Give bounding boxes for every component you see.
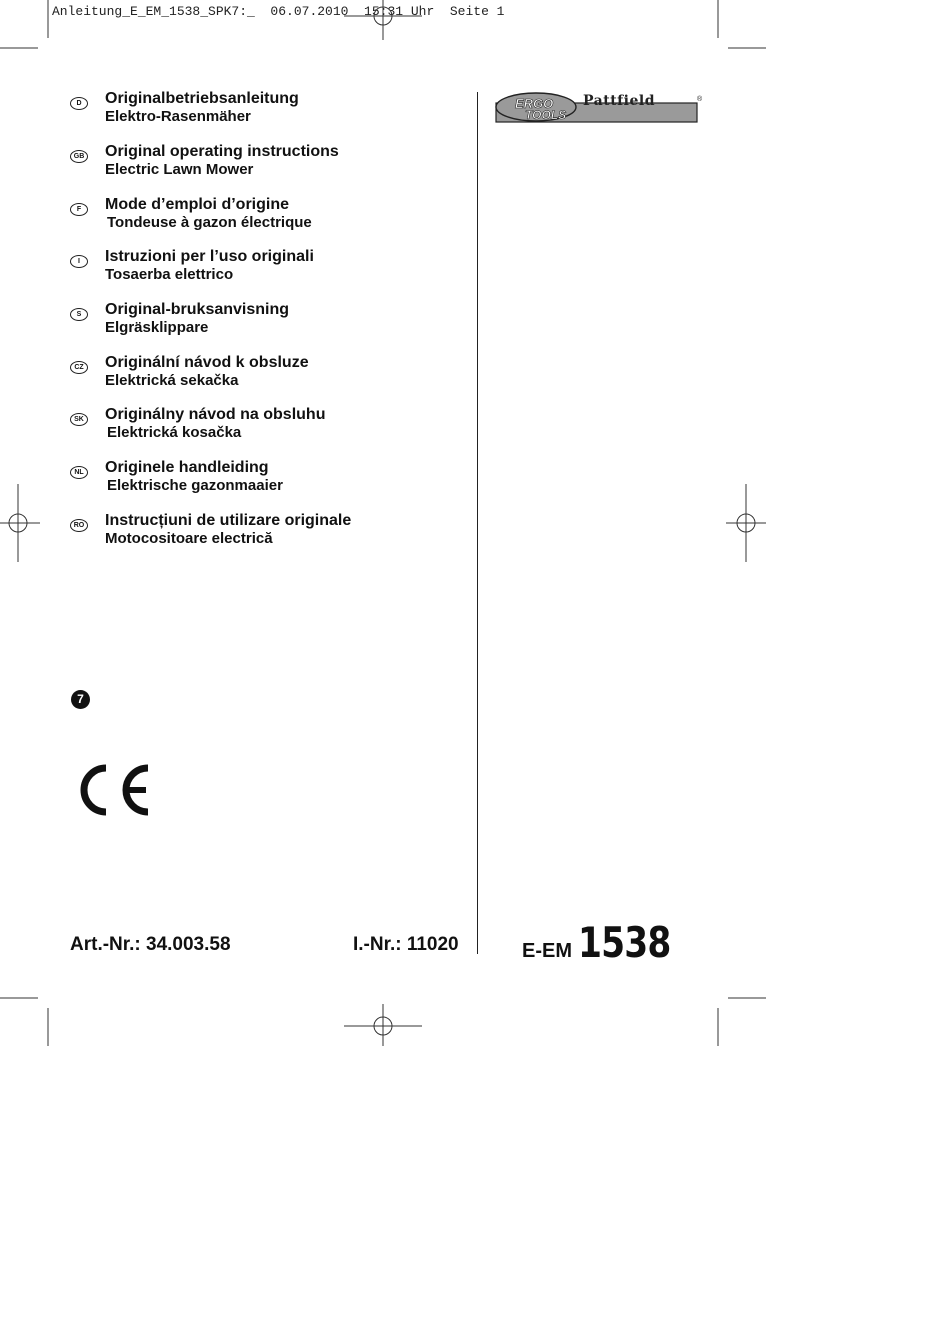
language-subtitle: Elgräsklippare <box>105 319 209 336</box>
column-divider <box>477 92 478 954</box>
language-subtitle: Elektrische gazonmaaier <box>107 477 283 494</box>
logo-tools-text: TOOLS <box>525 108 567 122</box>
article-number: Art.-Nr.: 34.003.58 <box>70 934 231 955</box>
language-subtitle: Tondeuse à gazon électrique <box>107 214 312 231</box>
language-title: Istruzioni per l’uso originali <box>105 248 314 265</box>
language-code-badge: I <box>70 255 88 268</box>
language-title: Instrucțiuni de utilizare originale <box>105 512 352 529</box>
logo-ergo-text: ERGO <box>515 96 554 111</box>
language-entry-cz <box>70 354 470 394</box>
language-title: Original-bruksanvisning <box>105 301 290 318</box>
language-entry-f <box>70 196 470 236</box>
language-title: Originele handleiding <box>105 459 269 476</box>
language-entry-nl <box>70 459 470 499</box>
language-title: Originalbetriebsanleitung <box>105 90 299 107</box>
language-subtitle: Elektrická kosačka <box>107 424 242 441</box>
language-entry-s <box>70 301 470 341</box>
language-entry-ro <box>70 512 470 552</box>
logo-registered-mark: ® <box>697 96 703 103</box>
model-prefix: E-EM <box>522 940 572 962</box>
language-code-badge: SK <box>70 413 88 426</box>
number-badge: 7 <box>71 690 90 709</box>
ce-mark-icon <box>78 762 154 818</box>
language-title: Originálny návod na obsluhu <box>105 406 326 423</box>
language-subtitle: Elektrická sekačka <box>105 372 239 389</box>
language-entry-de <box>70 90 470 130</box>
language-code-badge: CZ <box>70 361 88 374</box>
language-code-badge: S <box>70 308 88 321</box>
language-subtitle: Electric Lawn Mower <box>105 161 254 178</box>
language-code-badge: GB <box>70 150 88 163</box>
language-entry-gb <box>70 143 470 183</box>
print-slug: Anleitung_E_EM_1538_SPK7:_ 06.07.2010 15:31 Uhr Seite 1 <box>52 4 505 19</box>
ergo-tools-pattfield-logo <box>495 92 710 126</box>
identification-number: I.-Nr.: 11020 <box>353 934 459 955</box>
language-code-badge: NL <box>70 466 88 479</box>
model-number: 1538 <box>578 918 671 967</box>
language-entry-sk <box>70 406 470 446</box>
language-code-badge: F <box>70 203 88 216</box>
language-title: Mode d’emploi d’origine <box>105 196 289 213</box>
language-subtitle: Tosaerba elettrico <box>105 266 234 283</box>
language-title: Original operating instructions <box>105 143 339 160</box>
language-code-badge: D <box>70 97 88 110</box>
language-code-badge: RO <box>70 519 88 532</box>
language-subtitle: Motocositoare electrică <box>105 530 273 547</box>
language-entry-i <box>70 248 470 288</box>
language-subtitle: Elektro-Rasenmäher <box>105 108 251 125</box>
language-title: Originální návod k obsluze <box>105 354 309 371</box>
model-designation <box>522 918 691 967</box>
logo-brand-text: Pattfield <box>583 93 656 109</box>
